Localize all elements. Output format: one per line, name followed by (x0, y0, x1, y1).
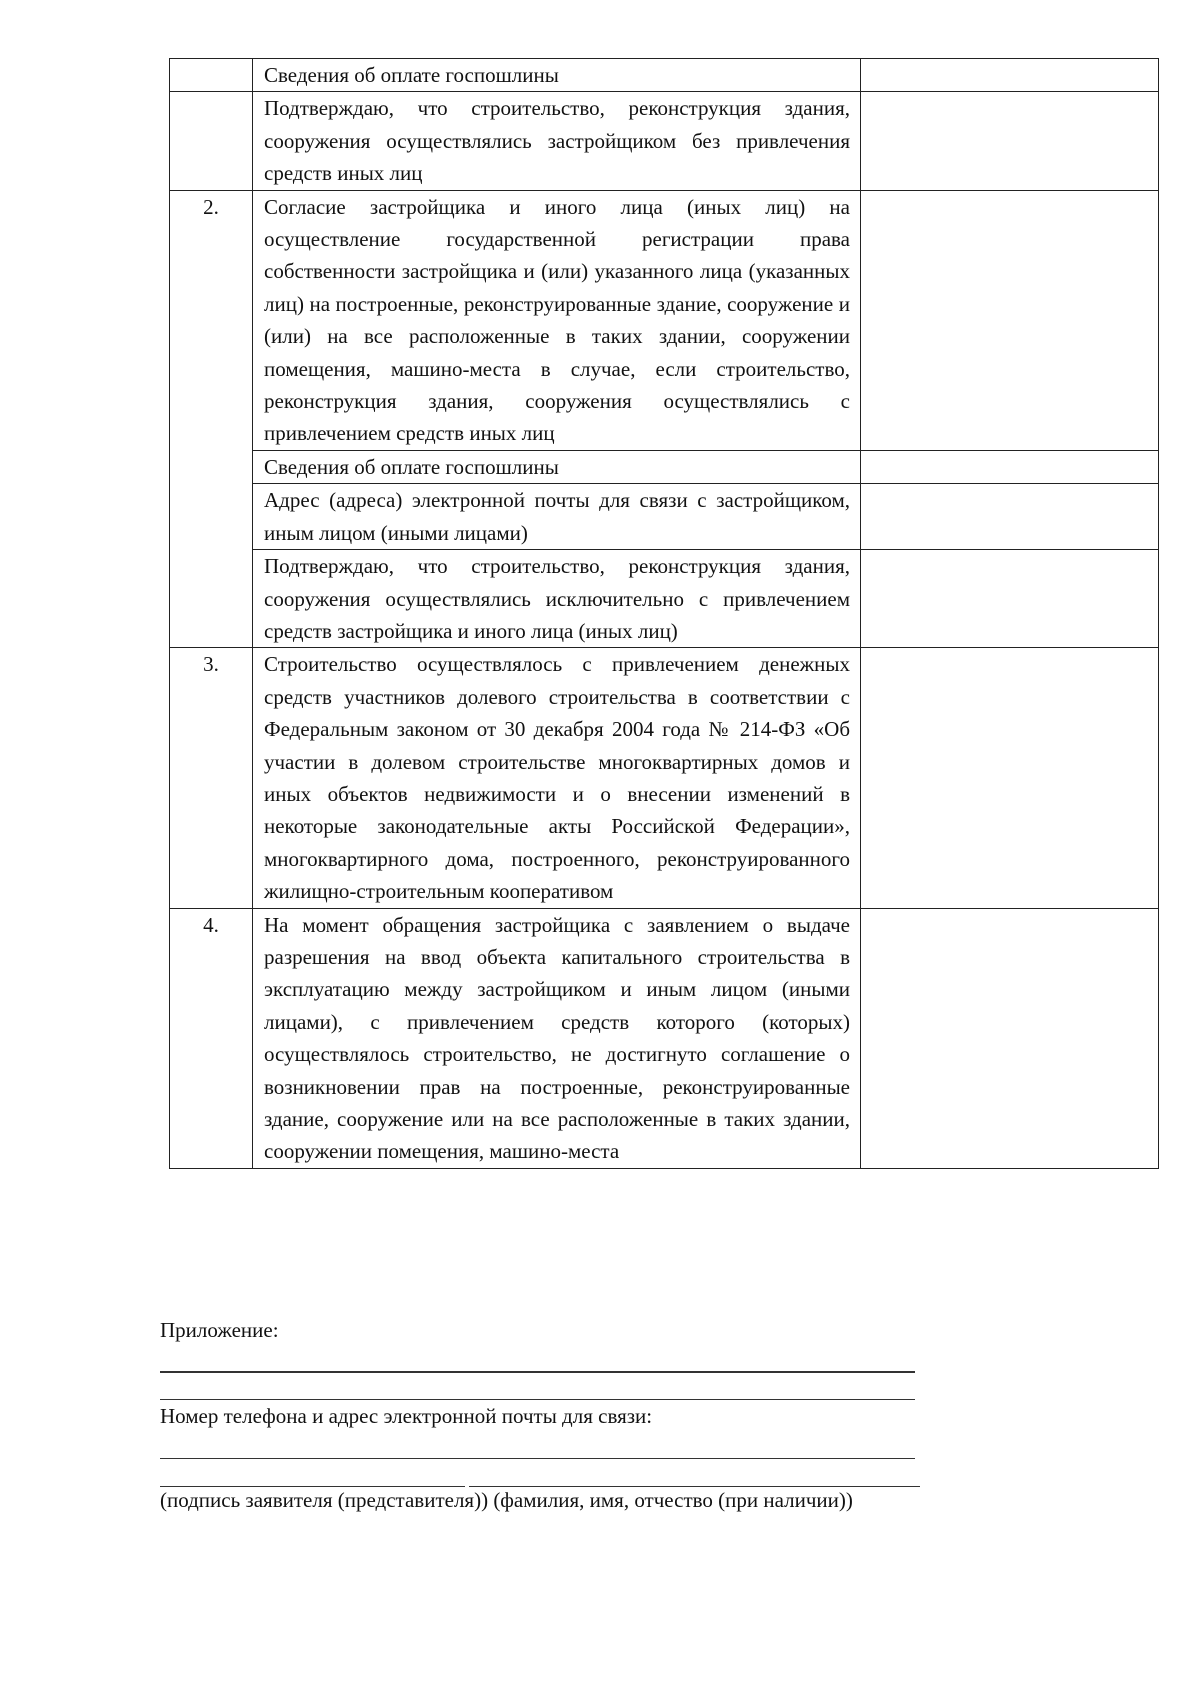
table-row (170, 908, 1159, 1168)
table-row (170, 92, 1159, 190)
attachment-line[interactable] (160, 1371, 915, 1373)
table-row (170, 550, 1159, 648)
table-row (170, 484, 1159, 550)
row-value-cell[interactable] (861, 92, 1159, 190)
row-value-cell[interactable] (861, 190, 1159, 450)
row-value-cell[interactable] (861, 59, 1159, 92)
signature-caption: (подпись заявителя (представителя)) (фамилия, имя, отчество (при наличии)) (160, 1488, 853, 1512)
row-text: Подтверждаю, что строительство, реконструкция здания, сооружения осуществлялись застройщиком без привлечения средств иных лиц (253, 92, 861, 190)
row-value-cell[interactable] (861, 908, 1159, 1168)
row-number (170, 59, 253, 92)
table-row (170, 648, 1159, 908)
attachment-label: Приложение: (160, 1318, 279, 1342)
form-table (169, 58, 1159, 1169)
row-text: Согласие застройщика и иного лица (иных лиц) на осуществление государственной регистрации права собственности застройщика и (или) указанного лица (указанных лиц) на построенные, реконструированные здание, сооружение и (или) на все расположенные в таких здании, сооружении помещения, машино-места в случае, если строительство, реконструкция здания, сооружения осуществлялись с привлечением средств иных лиц (253, 190, 861, 450)
row-text: Адрес (адреса) электронной почты для связи с застройщиком, иным лицом (иными лицами) (253, 484, 861, 550)
row-value-cell[interactable] (861, 648, 1159, 908)
row-text: На момент обращения застройщика с заявлением о выдаче разрешения на ввод объекта капитального строительства в эксплуатацию между застройщиком и иным лицом (иными лицами), с привлечением средств которого (которых) осуществлялось строительство, не достигнуто соглашение о возникновении прав на построенные, реконструированные здание, сооружение или на все расположенные в таких здании, сооружении помещения, машино-места (253, 908, 861, 1168)
row-value-cell[interactable] (861, 450, 1159, 483)
contact-label: Номер телефона и адрес электронной почты для связи: (160, 1404, 653, 1428)
row-number (170, 92, 253, 190)
row-value-cell[interactable] (861, 484, 1159, 550)
table-row (170, 59, 1159, 92)
row-number: 3. (170, 648, 253, 908)
row-text: Строительство осуществлялось с привлечением денежных средств участников долевого строительства в соответствии с Федеральным законом от 30 декабря 2004 года № 214-ФЗ «Об участии в долевом строительстве многоквартирных домов и иных объектов недвижимости и о внесении изменений в некоторые законодательные акты Российской Федерации», многоквартирного дома, построенного, реконструированного жилищно-строительным кооперативом (253, 648, 861, 908)
table-row (170, 450, 1159, 483)
row-text: Сведения об оплате госпошлины (253, 59, 861, 92)
row-number: 2. (170, 190, 253, 648)
row-text: Подтверждаю, что строительство, реконструкция здания, сооружения осуществлялись исключительно с привлечением средств застройщика и иного лица (иных лиц) (253, 550, 861, 648)
row-number: 4. (170, 908, 253, 1168)
row-text: Сведения об оплате госпошлины (253, 450, 861, 483)
attachment-line[interactable] (160, 1399, 915, 1400)
signature-line[interactable] (160, 1486, 465, 1487)
table-row (170, 190, 1159, 450)
contact-line[interactable] (160, 1458, 915, 1459)
row-value-cell[interactable] (861, 550, 1159, 648)
full-name-line[interactable] (469, 1486, 920, 1487)
